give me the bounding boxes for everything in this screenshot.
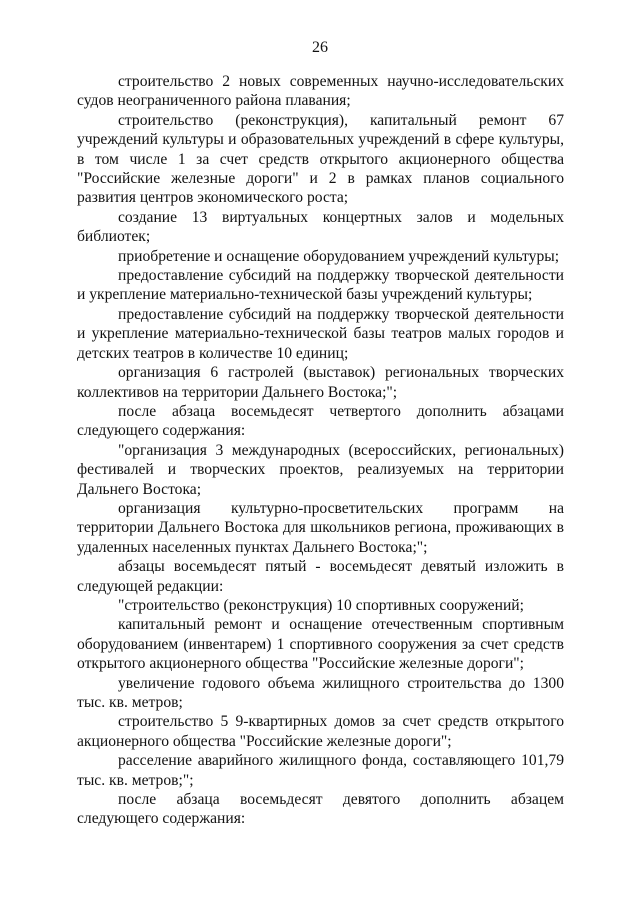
paragraph: капитальный ремонт и оснащение отечественным спортивным оборудованием (инвентарем) 1 спортивного сооружения за счет средств открытого акционерного общества "Российские железные дороги"; — [77, 616, 564, 673]
paragraph: после абзаца восемьдесят девятого дополнить абзацем следующего содержания: — [77, 791, 564, 828]
paragraph: "организация 3 международных (всероссийских, региональных) фестивалей и творческих проектов, реализуемых на территории Дальнего Востока; — [77, 441, 564, 498]
paragraph: организация культурно-просветительских программ на территории Дальнего Востока для школьников региона, проживающих в удаленных населенных пунктах Дальнего Востока;"; — [77, 499, 564, 556]
paragraph: абзацы восемьдесят пятый - восемьдесят девятый изложить в следующей редакции: — [77, 558, 564, 595]
paragraph: приобретение и оснащение оборудованием учреждений культуры; — [118, 247, 560, 265]
paragraph: строительство 2 новых современных научно-исследовательских судов неограниченного района плавания; — [77, 73, 564, 110]
paragraph: организация 6 гастролей (выставок) региональных творческих коллективов на территории Дальнего Востока;"; — [77, 364, 564, 401]
paragraph: предоставление субсидий на поддержку творческой деятельности и укрепление материально-технической базы театров малых городов и детских театров в количестве 10 единиц; — [77, 305, 564, 362]
paragraph: увеличение годового объема жилищного строительства до 1300 тыс. кв. метров; — [77, 674, 564, 711]
paragraph: предоставление субсидий на поддержку творческой деятельности и укрепление материально-технической базы учреждений культуры; — [77, 267, 564, 304]
paragraph: расселение аварийного жилищного фонда, составляющего 101,79 тыс. кв. метров;"; — [77, 752, 564, 789]
paragraph: после абзаца восемьдесят четвертого дополнить абзацами следующего содержания: — [77, 402, 564, 440]
paragraph: "строительство (реконструкция) 10 спортивных сооружений; — [118, 596, 524, 614]
paragraph: создание 13 виртуальных концертных залов и модельных библиотек; — [77, 208, 564, 246]
paragraph: строительство (реконструкция), капитальный ремонт 67 учреждений культуры и образовательных учреждений в сфере культуры, в том числе 1 за счет средств открытого акционерного общества "Российские железные дороги" и 2 в рамках планов социального развития центров экономического роста; — [77, 111, 564, 207]
document-body — [77, 72, 564, 829]
page-number: 26 — [312, 39, 328, 56]
paragraph: строительство 5 9-квартирных домов за счет средств открытого акционерного общества "Российские железные дороги"; — [77, 713, 564, 750]
